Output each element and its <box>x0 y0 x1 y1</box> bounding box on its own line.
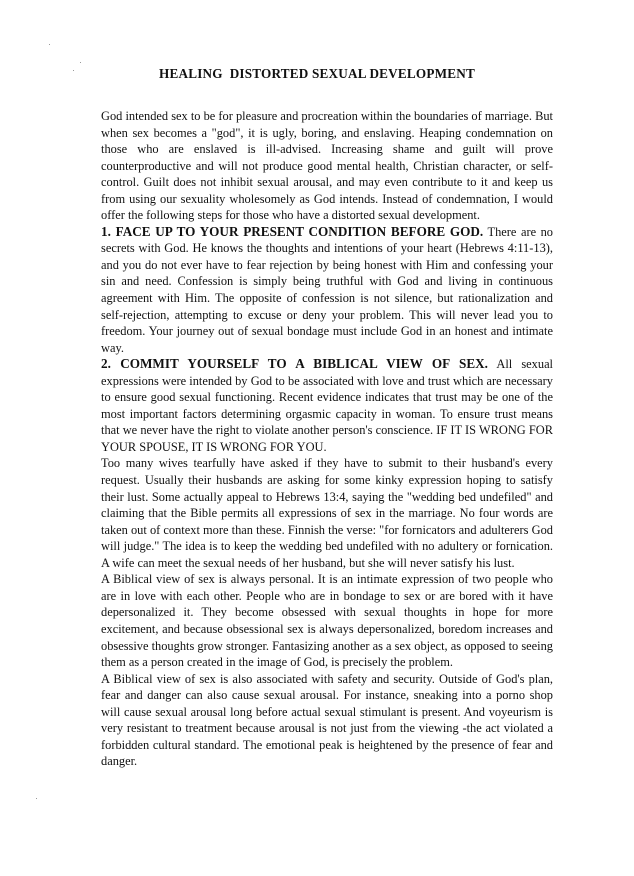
wives-paragraph <box>101 455 553 571</box>
intro-paragraph <box>101 108 553 224</box>
paragraph-text: All sexual expressions were intended by God to be associated with love and trust which are necessary to ensure good sexual functioning. Recent evidence indicates that trust may be one of the most important factors determining orgasmic capacity in woman. To ensure trust means that we never have the right to violate another person's conscience. IF IT IS WRONG FOR YOUR SPOUSE, IT IS WRONG FOR YOU. <box>101 357 554 454</box>
step-1-paragraph <box>101 224 553 356</box>
safety-paragraph <box>101 671 553 770</box>
scan-speck <box>49 44 50 45</box>
document-title: HEALING DISTORTED SEXUAL DEVELOPMENT <box>159 66 475 81</box>
paragraph-text: Too many wives tearfully have asked if they have to submit to their husband's every request. Usually their husbands are asking for some kinky expression hoping to satisfy their lust. Some actually appeal to Hebrews 13:4, saying the "wedding bed undefiled" and claiming that the Bible permits all expressions of sex in the marriage. No four words are taken out of context more than these. Finnish the verse: "for fornicators and adulterers God will judge." The idea is to keep the wedding bed undefiled with no adultery or fornication. A wife can meet the sexual needs of her husband, but she will never satisfy his lust. <box>101 456 553 570</box>
step-2-heading: 2. COMMIT YOURSELF TO A BIBLICAL VIEW OF SEX. <box>101 356 488 372</box>
step-2-paragraph <box>101 356 553 455</box>
paragraph-text: A Biblical view of sex is also associated with safety and security. Outside of God's plan, fear and danger can also cause sexual arousal. For instance, sneaking into a porno shop will cause sexual arousal long before actual sexual stimulant is present. And voyeurism is very resistant to treatment because arousal is not just from the viewing -the act violated a forbidden cultural standard. The emotional peak is heightened by the presence of fear and danger. <box>101 671 553 769</box>
personal-paragraph <box>101 571 553 670</box>
step-1-heading: 1. FACE UP TO YOUR PRESENT CONDITION BEFORE GOD. <box>101 223 484 239</box>
scan-speck <box>36 798 37 799</box>
scan-speck <box>80 62 81 63</box>
paragraph-text: There are no secrets with God. He knows the thoughts and intentions of your heart (Hebrews 4:11-13), and you do not ever have to fear rejection by being honest with Him and confessing your sin and need. Confession is simply being truthful with God and living in continuous agreement with Him. The opposite of confession is not silence, but rationalization and self-rejection, attempting to excuse or deny your problem. This will never lead you to freedom. Your journey out of sexual bondage must include God in an honest and intimate way. <box>101 224 553 355</box>
paragraph-text: A Biblical view of sex is always personal. It is an intimate expression of two people who are in love with each other. People who are in bondage to sex or are bored with it have depersonalized it. They become obsessed with sexual thoughts in hope for more excitement, and because obsessional sex is always depersonalized, boredom increases and obsessive thoughts grow stronger. Fantasizing another as a sex object, as opposed to seeing them as a person created in the image of God, is precisely the problem. <box>101 572 553 670</box>
paragraph-text: God intended sex to be for pleasure and procreation within the boundaries of marriage. But when sex becomes a "god", it is ugly, boring, and enslaving. Heaping condemnation on those who are enslaved is ill-advised. Increasing shame and guilt will prove counterproductive and will not produce good mental health, Christian character, or self-control. Guilt does not inhibit sexual arousal, and may even contribute to it and keep us from using our sexuality wholesomely as God intends. Instead of condemnation, I would offer the following steps for those who have a distorted sexual development. <box>101 109 553 223</box>
document-body <box>101 108 553 770</box>
